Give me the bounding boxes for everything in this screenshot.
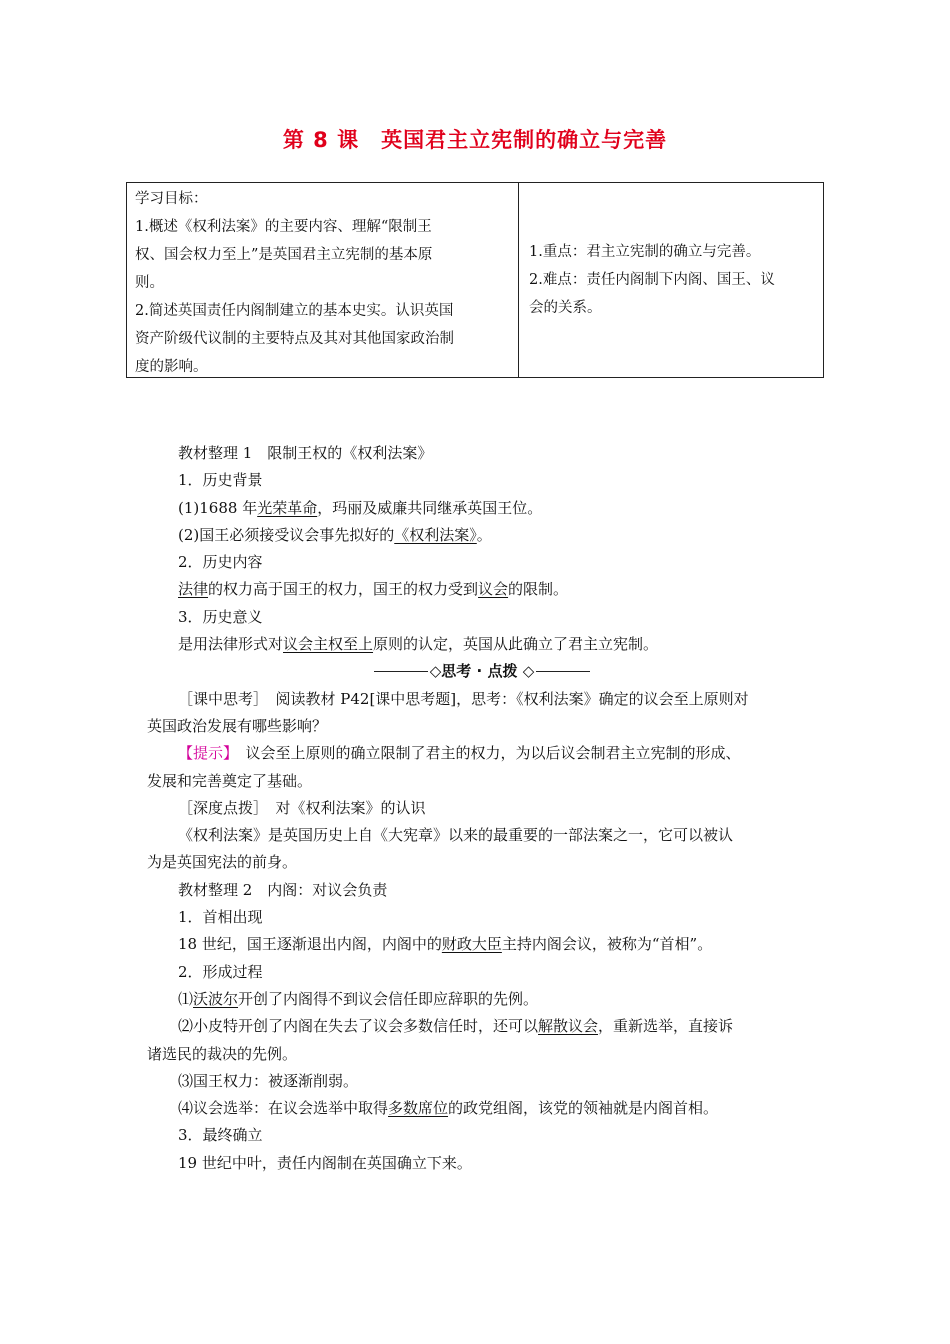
underlined-term: 光荣革命 [257, 498, 318, 517]
goals-cell [127, 183, 519, 377]
subheading: 3．历史意义 [178, 607, 263, 626]
goals-line: 学习目标： [135, 191, 208, 207]
text-line: ⑴沃波尔开创了内阁得不到议会信任即应辞职的先例。 [178, 989, 539, 1008]
underlined-term: 解散议会 [538, 1017, 599, 1036]
divider-title: 思考 · 点拨 [441, 662, 518, 681]
hint-label: 【提示】 [178, 744, 231, 763]
text-line: 英国政治发展有哪些影响？ [147, 716, 328, 735]
key-points-cell [519, 183, 823, 377]
text-line: 法律的权力高于国王的权力，国王的权力受到议会的限制。 [178, 580, 569, 599]
text-line: 为是英国宪法的前身。 [147, 853, 298, 872]
underlined-term: 法律 [178, 580, 209, 599]
text-line: 是用法律形式对议会主权至上原则的认定，英国从此确立了君主立宪制。 [178, 635, 659, 654]
underlined-term: 财政大臣 [441, 935, 502, 954]
text-line: ⑵小皮特开创了内阁在失去了议会多数信任时，还可以解散议会，重新选举，直接诉 [178, 1017, 734, 1036]
page-title: 第 8 课 英国君主立宪制的确立与完善 [282, 128, 668, 152]
text-line: 《权利法案》是英国历史上自《大宪章》以来的最重要的一部法案之一，它可以被认 [178, 826, 734, 845]
text-line: 18 世纪，国王逐渐退出内阁，内阁中的财政大臣主持内阁会议，被称为“首相”。 [178, 935, 713, 954]
section-heading: 教材整理 2 内阁：对议会负责 [178, 880, 388, 899]
goals-line: 2.简述英国责任内阁制建立的基本史实。认识英国 [135, 303, 454, 319]
key-point-line: 2.难点：责任内阁制下内阁、国王、议 [529, 272, 775, 288]
text-line: 【提示】 议会至上原则的确立限制了君主的权力，为以后议会制君主立宪制的形成、 [178, 744, 741, 763]
text-line: (1)1688 年光荣革命，玛丽及威廉共同继承英国王位。 [178, 498, 543, 517]
text-line: ⑶国王权力：被逐渐削弱。 [178, 1071, 359, 1090]
subheading: 1．首相出现 [178, 908, 263, 927]
text-line: ［深度点拨］ 对《权利法案》的认识 [178, 798, 426, 817]
text-line: 发展和完善奠定了基础。 [147, 771, 313, 790]
goals-line: 1.概述《权利法案》的主要内容、理解“限制王 [135, 219, 432, 235]
key-point-line: 1.重点：君主立宪制的确立与完善。 [529, 244, 761, 260]
think-divider [147, 658, 817, 685]
diamond-icon: ◇ [522, 662, 535, 681]
text-line: 19 世纪中叶，责任内阁制在英国确立下来。 [178, 1153, 472, 1172]
text-line: (2)国王必须接受议会事先拟好的《权利法案》。 [178, 525, 492, 544]
text-line: 诸选民的裁决的先例。 [147, 1044, 298, 1063]
underlined-term: 议会主权至上 [283, 635, 374, 654]
learning-goals-table [126, 182, 824, 378]
subheading: 1．历史背景 [178, 471, 263, 490]
goals-line: 资产阶级代议制的主要特点及其对其他国家政治制 [135, 331, 454, 347]
divider-rule [374, 671, 428, 672]
key-point-line: 会的关系。 [529, 300, 602, 316]
goals-line: 权、国会权力至上”是英国君主立宪制的基本原 [135, 247, 433, 263]
subheading: 2．形成过程 [178, 962, 263, 981]
goals-line: 则。 [135, 275, 164, 291]
goals-line: 度的影响。 [135, 359, 208, 375]
diamond-icon: ◇ [429, 662, 442, 681]
underlined-term: 《权利法案》 [394, 525, 477, 544]
divider-rule [536, 671, 590, 672]
text-line: ［课中思考］ 阅读教材 P42[课中思考题]，思考：《权利法案》确定的议会至上原则对 [178, 689, 749, 708]
underlined-term: 沃波尔 [193, 989, 239, 1008]
text-line: ⑷议会选举：在议会选举中取得多数席位的政党组阁，该党的领袖就是内阁首相。 [178, 1099, 719, 1118]
main-content [147, 440, 817, 1177]
subheading: 2．历史内容 [178, 553, 263, 572]
underlined-term: 多数席位 [388, 1099, 449, 1118]
section-heading: 教材整理 1 限制王权的《权利法案》 [178, 444, 433, 462]
underlined-term: 议会 [478, 580, 509, 599]
subheading: 3．最终确立 [178, 1126, 263, 1145]
